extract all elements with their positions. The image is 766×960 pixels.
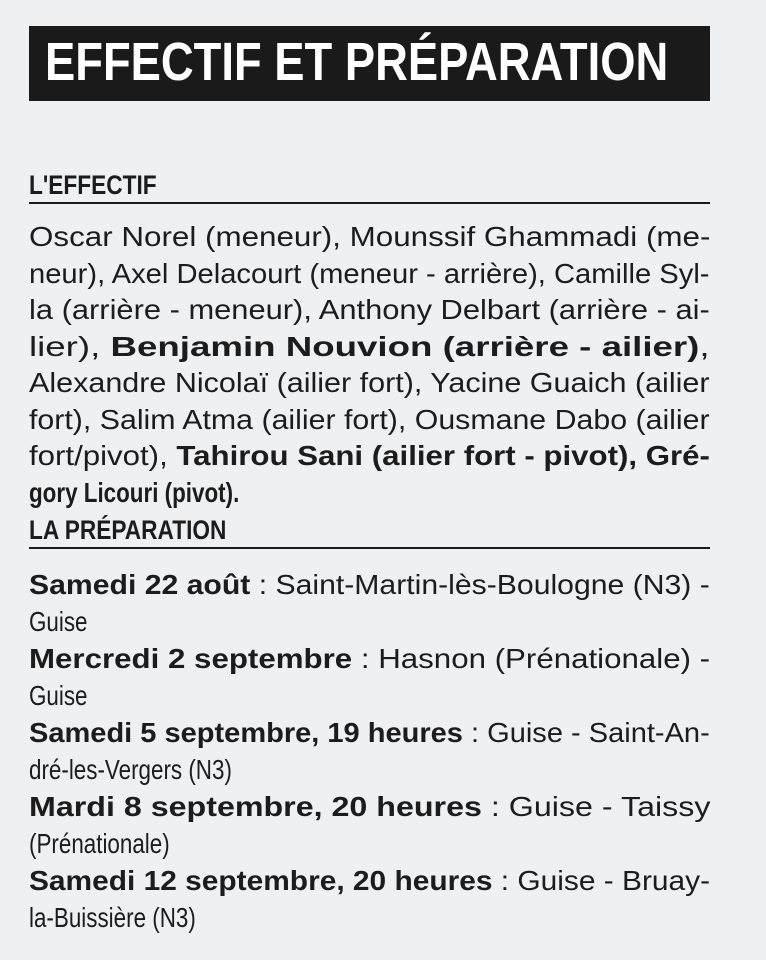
schedule-line bbox=[29, 899, 710, 936]
preparation-section-header bbox=[29, 513, 710, 549]
roster-line bbox=[29, 475, 710, 512]
roster-line-text bbox=[29, 329, 710, 366]
roster-text: neur), Axel Delacourt (meneur - arrière), Camille Syl- bbox=[29, 257, 710, 289]
schedule-line bbox=[29, 640, 710, 677]
schedule-text: Hasnon (Prénationale) - bbox=[378, 643, 711, 674]
schedule-text: la-Buissière (N3) bbox=[29, 902, 196, 933]
roster-text: Oscar Norel (meneur), Mounssif Ghammadi (me- bbox=[29, 221, 711, 252]
schedule-line bbox=[29, 603, 710, 640]
roster-bold-text: Benjamin Nouvion (arrière - ailier) bbox=[110, 330, 700, 362]
roster-line-text bbox=[29, 438, 710, 475]
page-title: EFFECTIF ET PRÉPARATION bbox=[45, 32, 669, 92]
roster-paragraph bbox=[29, 219, 710, 511]
schedule-line-text bbox=[29, 862, 710, 899]
roster-text: fort/pivot), bbox=[29, 440, 177, 471]
schedule-text: Saint-Martin-lès-Boulogne (N3) - bbox=[275, 569, 710, 600]
schedule-line bbox=[29, 751, 710, 788]
roster-line bbox=[29, 292, 710, 329]
schedule-line-text bbox=[29, 825, 170, 862]
schedule-text: Guise bbox=[29, 680, 88, 711]
schedule-text: (Prénationale) bbox=[29, 828, 170, 859]
header-banner bbox=[29, 26, 710, 101]
schedule-line bbox=[29, 566, 710, 603]
roster-text: fort), Salim Atma (ailier fort), Ousmane Dabo (ailier bbox=[29, 403, 710, 435]
roster-line-text bbox=[29, 365, 710, 402]
schedule-line-text bbox=[29, 899, 196, 936]
roster-line-text bbox=[29, 402, 710, 439]
roster-line-text bbox=[29, 292, 710, 329]
roster-line-text bbox=[29, 219, 710, 256]
roster-text: lier), bbox=[29, 330, 111, 362]
schedule-bold-text: Mardi 8 septembre, 20 heures bbox=[29, 791, 482, 822]
schedule-text: Guise bbox=[29, 606, 88, 637]
schedule-text: Guise - Taissy bbox=[508, 791, 711, 822]
roster-line bbox=[29, 402, 710, 439]
schedule-line-text bbox=[29, 751, 232, 788]
schedule-bold-text: Samedi 22 août bbox=[29, 569, 251, 600]
roster-line-text bbox=[29, 475, 239, 512]
schedule-line bbox=[29, 714, 710, 751]
roster-text: , bbox=[699, 330, 710, 362]
roster-line bbox=[29, 329, 710, 366]
schedule-text: dré-les-Vergers (N3) bbox=[29, 754, 232, 785]
effectif-section-header bbox=[29, 168, 710, 204]
schedule-line-text bbox=[29, 714, 710, 751]
schedule-line-text bbox=[29, 788, 710, 825]
schedule-text: : bbox=[492, 865, 518, 896]
schedule-text: : bbox=[250, 569, 276, 600]
schedule-text: Guise - Saint-An- bbox=[487, 717, 710, 748]
schedule-line bbox=[29, 677, 710, 714]
schedule-line-text bbox=[29, 677, 88, 714]
roster-line bbox=[29, 256, 710, 293]
effectif-heading: L'EFFECTIF bbox=[29, 168, 601, 204]
schedule-text: : bbox=[462, 717, 488, 748]
roster-line bbox=[29, 438, 710, 475]
schedule-list bbox=[29, 566, 710, 936]
schedule-bold-text: Samedi 12 septembre, 20 heures bbox=[29, 865, 493, 896]
schedule-line bbox=[29, 825, 710, 862]
schedule-bold-text: Samedi 5 septembre, 19 heures bbox=[29, 717, 463, 748]
roster-text: Alexandre Nicolaï (ailier fort), Yacine Guaich (ailier bbox=[29, 367, 710, 398]
schedule-line bbox=[29, 788, 710, 825]
schedule-text: : bbox=[481, 791, 509, 822]
schedule-line-text bbox=[29, 640, 710, 677]
roster-line bbox=[29, 365, 710, 402]
schedule-text: Guise - Bruay- bbox=[517, 865, 711, 896]
roster-bold-text: gory Licouri (pivot). bbox=[29, 476, 240, 508]
schedule-text: : bbox=[352, 643, 379, 674]
roster-text: la (arrière - meneur), Anthony Delbart (arrière - ai- bbox=[29, 294, 710, 325]
roster-bold-text: Tahirou Sani (ailier fort - pivot), Gré- bbox=[176, 440, 710, 471]
preparation-heading: LA PRÉPARATION bbox=[29, 513, 601, 549]
roster-line bbox=[29, 219, 710, 256]
schedule-line-text bbox=[29, 603, 88, 640]
schedule-bold-text: Mercredi 2 septembre bbox=[29, 643, 353, 674]
schedule-line bbox=[29, 862, 710, 899]
schedule-line-text bbox=[29, 566, 710, 603]
roster-line-text bbox=[29, 256, 710, 293]
